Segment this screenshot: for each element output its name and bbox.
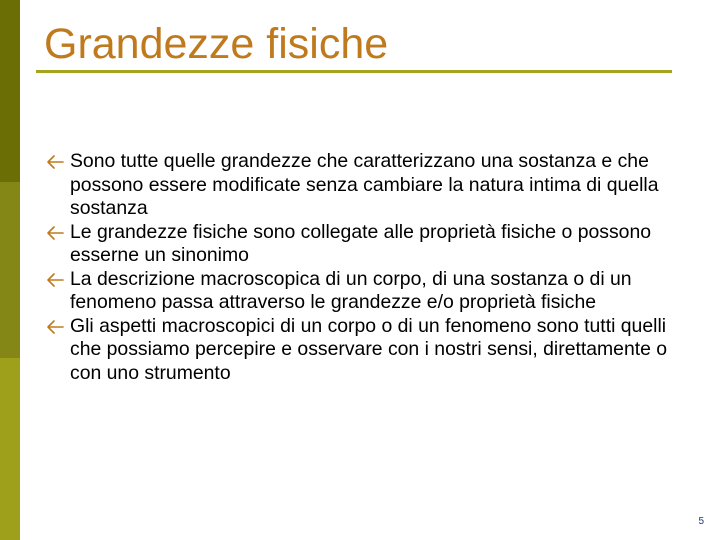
arrow-left-icon [45, 223, 65, 243]
bullet-item [44, 315, 684, 386]
bullet-text: Le grandezze fisiche sono collegate alle proprietà fisiche o possono esserne un sinonimo [70, 220, 652, 266]
side-bar-top [0, 0, 20, 182]
bullet-text: La descrizione macroscopica di un corpo, di una sostanza o di un fenomeno passa attraverso le grandezze e/o proprietà fisiche [70, 267, 632, 313]
bullet-item [44, 150, 684, 221]
bullet-text: Sono tutte quelle grandezze che caratterizzano una sostanza e che possono essere modificate senza cambiare la natura intima di quella sostanza [70, 150, 659, 219]
arrow-left-icon [45, 270, 65, 290]
side-bar-bottom [0, 358, 20, 540]
slide-title: Grandezze fisiche [44, 20, 389, 68]
bullet-item [44, 268, 684, 315]
slide-number: 5 [698, 516, 704, 527]
arrow-left-icon [45, 317, 65, 337]
bullet-list [44, 150, 684, 385]
title-underline [36, 70, 672, 73]
arrow-left-icon [45, 152, 65, 172]
side-bar-middle [0, 182, 20, 358]
bullet-item [44, 221, 684, 268]
bullet-text: Gli aspetti macroscopici di un corpo o di un fenomeno sono tutti quelli che possiamo percepire e osservare con i nostri sensi, direttamente o con uno strumento [70, 314, 668, 384]
side-bar [0, 0, 20, 540]
